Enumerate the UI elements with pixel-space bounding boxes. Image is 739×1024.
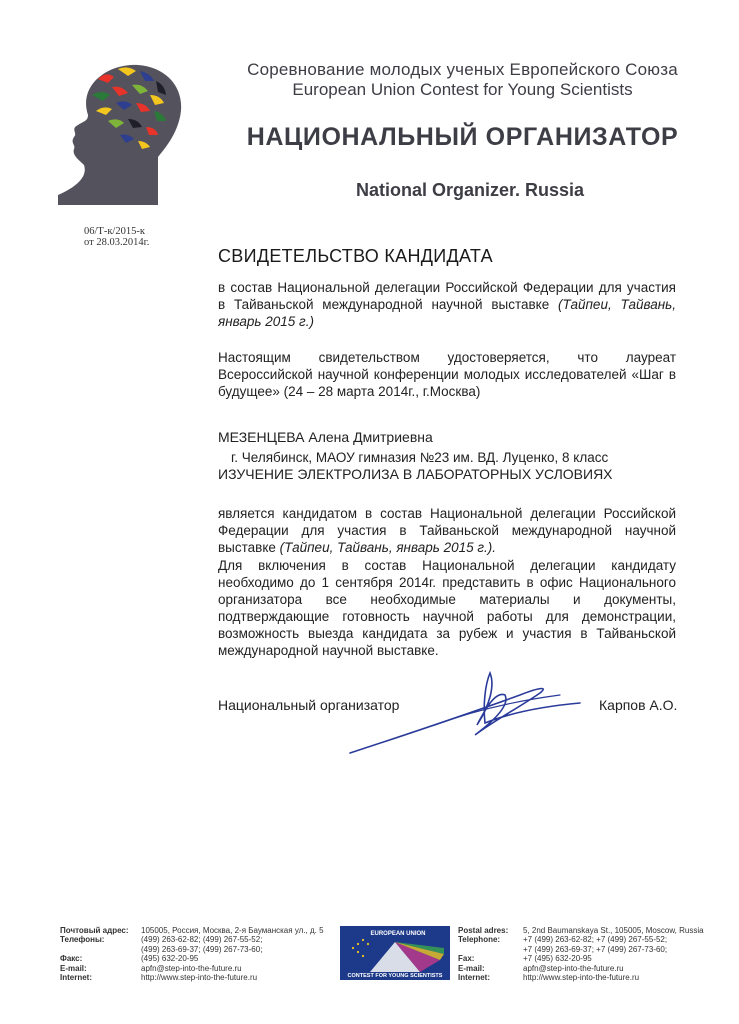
signatory-name: Карпов А.О. bbox=[599, 697, 678, 713]
footer-email-link[interactable]: apfn@step-into-the-future.ru bbox=[523, 963, 624, 973]
footer-label bbox=[458, 945, 523, 954]
eu-logo-top-text: EUROPEAN UNION bbox=[370, 931, 426, 937]
paragraph-certification: Настоящим свидетельством удостоверяется, что лауреат Всероссийской научной конференции молодых исследователей «Шаг в будущее» (24 – 28 марта 2014г., г.Москва) bbox=[218, 350, 676, 399]
footer-email-link[interactable]: apfn@step-into-the-future.ru bbox=[141, 963, 242, 973]
reference-number: 06/Т-к/2015-к bbox=[84, 226, 145, 237]
eu-logo-bottom-text: CONTEST FOR YOUNG SCIENTISTS bbox=[347, 973, 443, 979]
organizer-heading: НАЦИОНАЛЬНЫЙ ОРГАНИЗАТОР bbox=[246, 123, 679, 151]
footer-value: (495) 632-20-95 bbox=[141, 954, 199, 964]
footer-left-labels bbox=[60, 926, 140, 982]
footer-label: Fax: bbox=[458, 954, 475, 964]
footer-left-values bbox=[141, 926, 351, 982]
paragraph-intro-italic: (Тайпеи, Тайвань, январь 2015 г.) bbox=[218, 297, 676, 329]
footer-label: E-mail: bbox=[60, 963, 87, 973]
contest-logo bbox=[58, 55, 193, 205]
footer-label bbox=[60, 945, 140, 954]
footer-value: +7 (499) 263-69-37; +7 (499) 267-73-60; bbox=[523, 944, 668, 954]
footer-label: Факс: bbox=[60, 954, 83, 964]
contest-name-en: European Union Contest for Young Scientists bbox=[292, 80, 633, 99]
paragraph-candidacy-text: является кандидатом в состав Национальной делегации Российской Федерации для участия в Тайваньской международной научной выставке bbox=[218, 506, 676, 555]
document-title: СВИДЕТЕЛЬСТВО КАНДИДАТА bbox=[218, 246, 493, 266]
footer-label: Postal adres: bbox=[458, 926, 509, 935]
footer-right-values bbox=[523, 926, 723, 982]
footer-value: +7 (499) 263-62-82; +7 (499) 267-55-52; bbox=[523, 935, 668, 945]
footer-label: Internet: bbox=[60, 972, 92, 982]
footer-value: 105005, Россия, Москва, 2-я Бауманская ул., д. 5 bbox=[141, 926, 324, 935]
footer-right-labels bbox=[458, 926, 523, 982]
organizer-subheading: National Organizer. Russia bbox=[355, 180, 585, 200]
footer-label: Internet: bbox=[458, 972, 490, 982]
footer-value: +7 (495) 632-20-95 bbox=[523, 954, 592, 964]
paragraph-intro-text: в состав Национальной делегации Российской Федерации для участия в Тайваньской международной научной выставке bbox=[218, 280, 676, 312]
paragraph-candidacy-italic: (Тайпеи, Тайвань, январь 2015 г.). bbox=[279, 540, 497, 555]
footer-label: Телефоны: bbox=[60, 935, 105, 945]
reference-date: от 28.03.2014г. bbox=[84, 237, 150, 248]
candidate-name: МЕЗЕНЦЕВА Алена Дмитриевна bbox=[218, 429, 433, 445]
footer-value: (499) 263-62-82; (499) 267-55-52; bbox=[141, 935, 263, 945]
eu-contest-logo bbox=[340, 926, 450, 980]
footer-website-link[interactable]: http://www.step-into-the-future.ru bbox=[523, 972, 640, 982]
footer-value: 5, 2nd Baumanskaya St., 105005, Moscow, Russia bbox=[523, 926, 704, 935]
footer-label: Почтовый адрес: bbox=[60, 926, 129, 935]
signature-label: Национальный организатор bbox=[218, 697, 400, 713]
footer-label: Telephone: bbox=[458, 935, 501, 945]
paragraph-intro bbox=[218, 279, 676, 330]
footer-label: E-mail: bbox=[458, 963, 485, 973]
paragraph-requirements: Для включения в состав Национальной делегации кандидату необходимо до 1 сентября 2014г. представить в офис Национального организатора все необходимые материалы и документы, подтверждающие готовность научной работы для демонстрации, возможность выезда кандидата за рубеж и участия в Тайваньской международной научной выставке. bbox=[218, 558, 676, 658]
footer-website-link[interactable]: http://www.step-into-the-future.ru bbox=[141, 972, 258, 982]
handwritten-signature bbox=[345, 665, 585, 765]
candidate-topic: ИЗУЧЕНИЕ ЭЛЕКТРОЛИЗА В ЛАБОРАТОРНЫХ УСЛОВИЯХ bbox=[218, 466, 613, 482]
footer-value: (499) 263-69-37; (499) 267-73-60; bbox=[141, 944, 263, 954]
contest-name-ru: Соревнование молодых ученых Европейского Союза bbox=[247, 60, 678, 79]
paragraph-candidacy bbox=[218, 505, 676, 556]
candidate-school: г. Челябинск, МАОУ гимназия №23 им. ВД. Луценко, 8 класс bbox=[231, 450, 609, 465]
